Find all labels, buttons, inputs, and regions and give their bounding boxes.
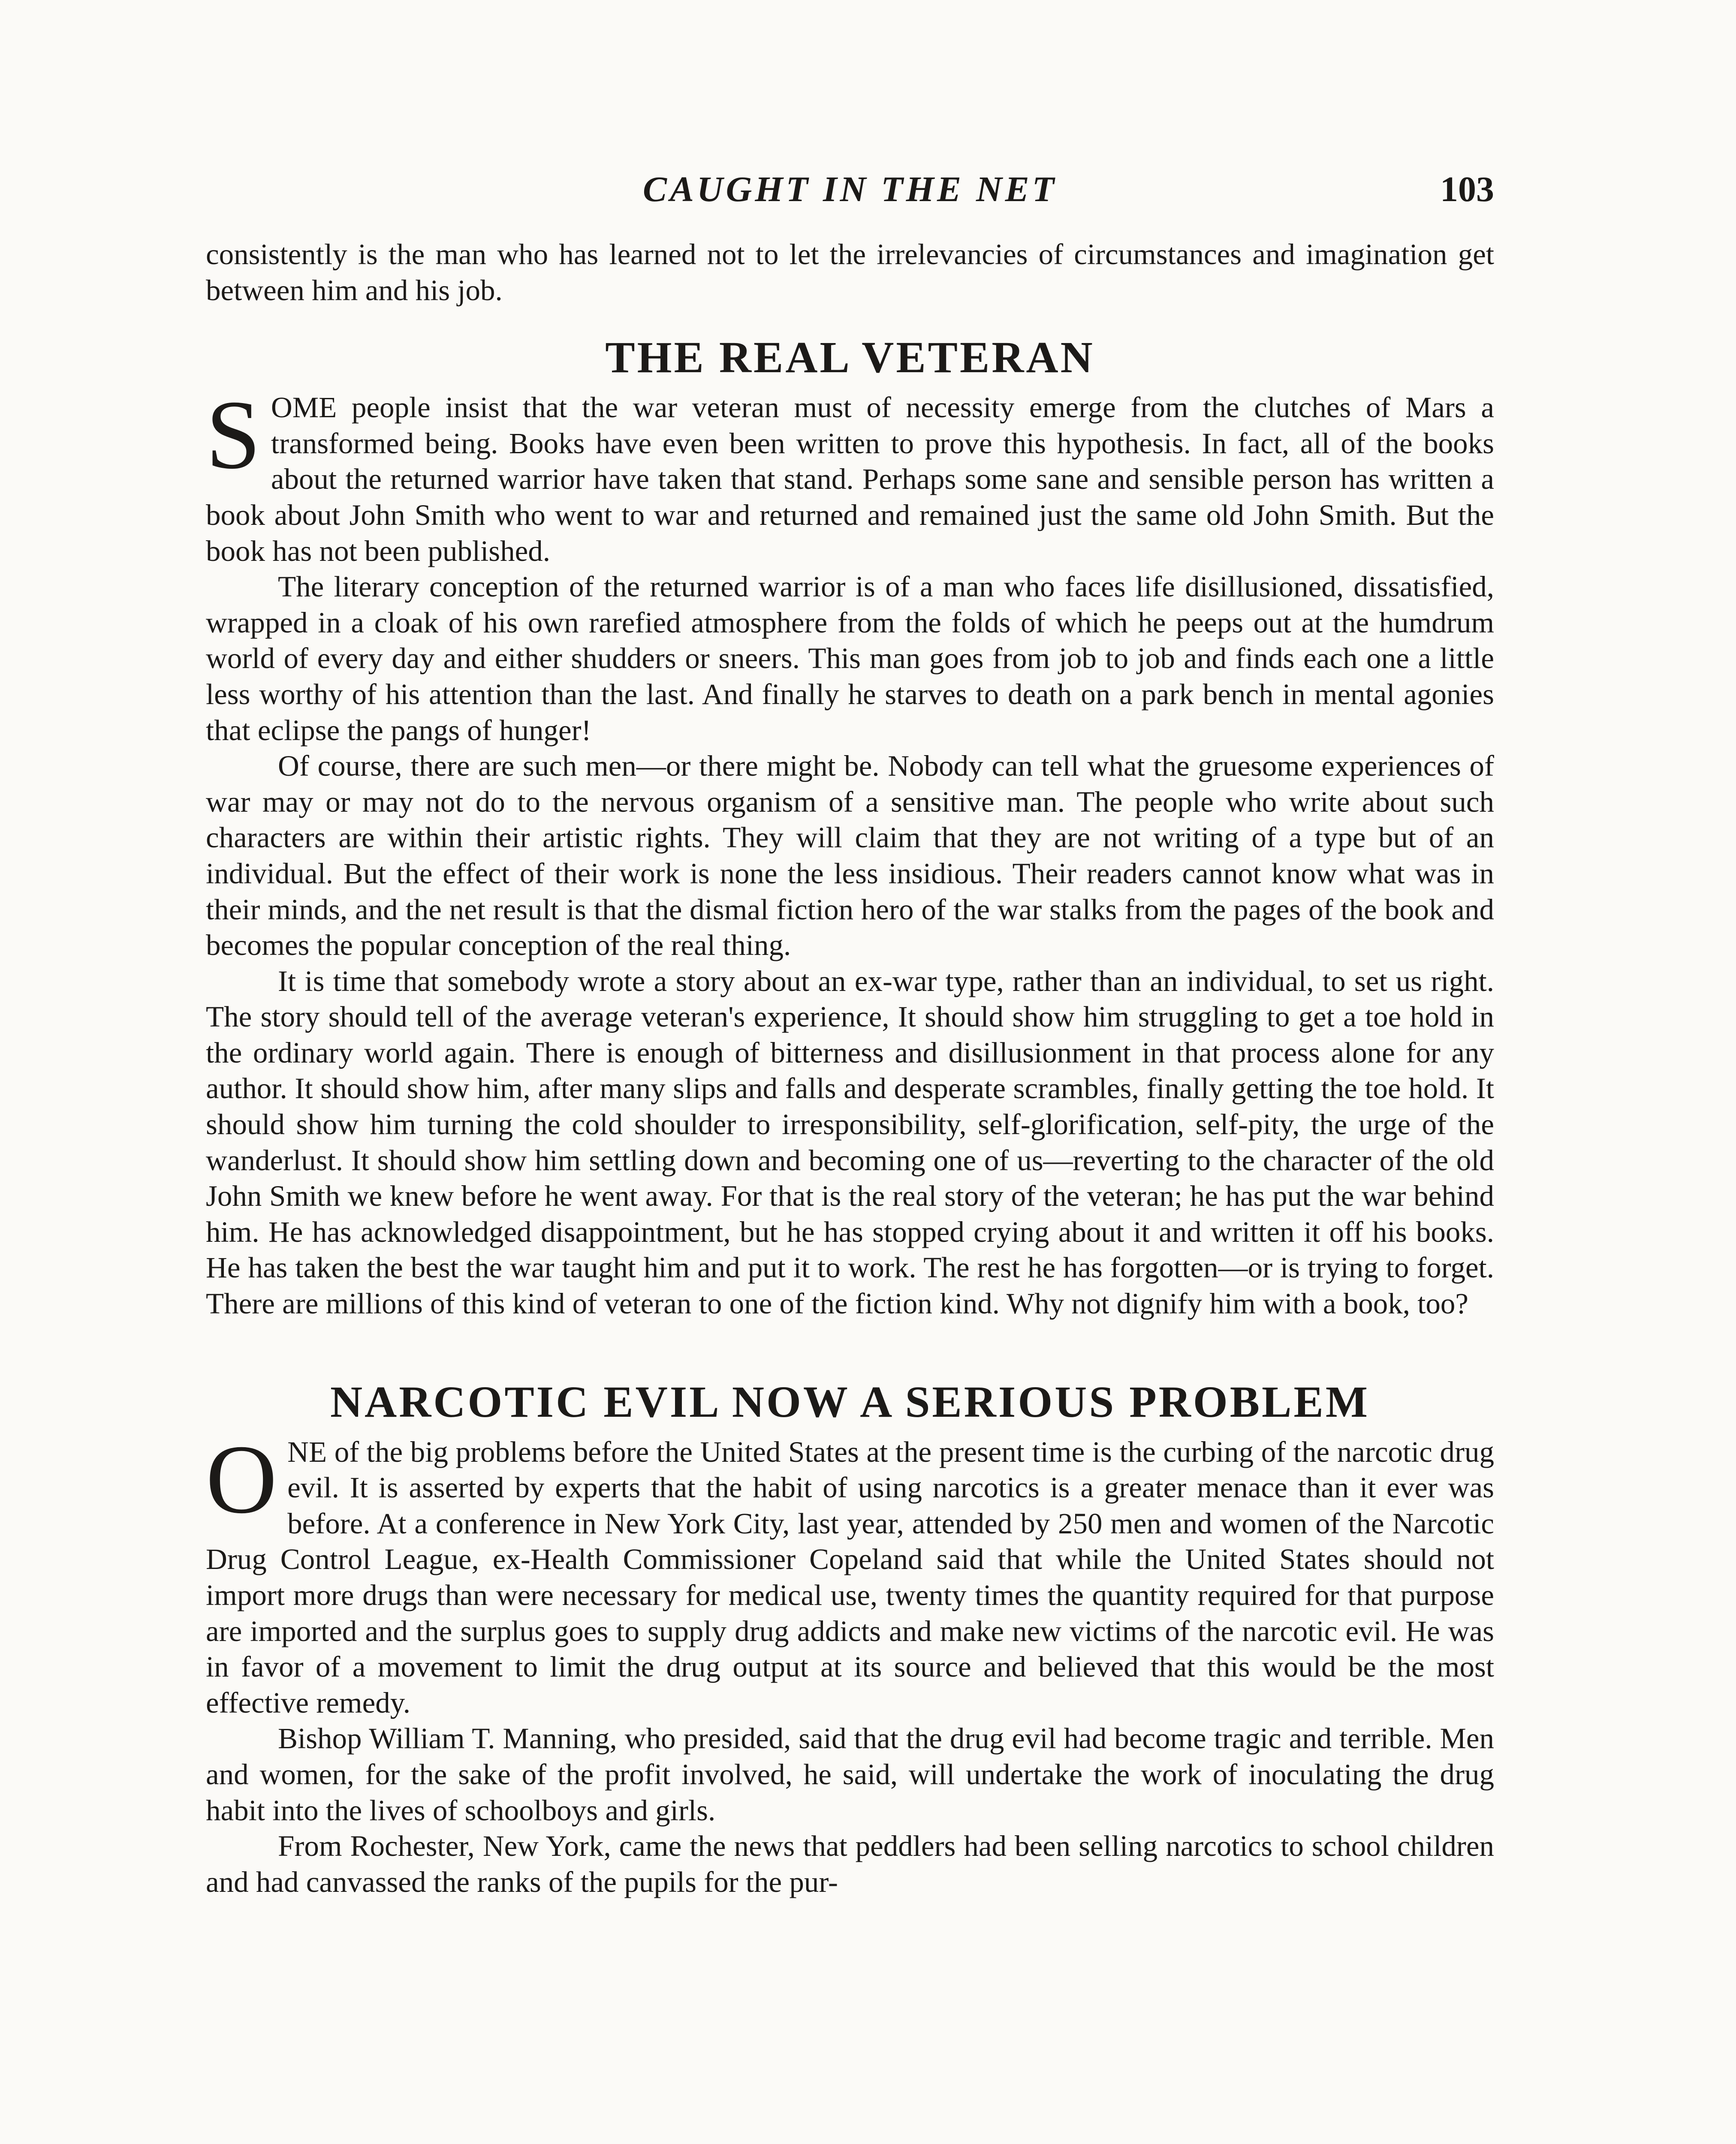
drop-cap-letter: O <box>206 1424 277 1534</box>
article-title-real-veteran: THE REAL VETERAN <box>605 333 1095 382</box>
magazine-page <box>206 0 1494 2144</box>
article-paragraph: The literary conception of the returned warrior is of a man who faces life disillusioned, dissatisfied, wrapped in a cloak of his own rarefied atmosphere from the folds of which he peeps out at the humdrum world of every day and either shudders or sneers. This man goes from job to job and finds each one a little less worthy of his attention than the last. And finally he starves to death on a park bench in mental agonies that eclipse the pangs of hunger! <box>206 570 1494 747</box>
page-number: 103 <box>1440 169 1494 209</box>
article-title-narcotic-evil: NARCOTIC EVIL NOW A SERIOUS PROBLEM <box>330 1377 1370 1427</box>
article-paragraph: From Rochester, New York, came the news that peddlers had been selling narcotics to school children and had canvassed the ranks of the pupils for the pur- <box>206 1830 1494 1898</box>
paragraph-text: OME people insist that the war veteran must of necessity emerge from the clutches of Mars a transformed being. Books have even been written to prove this hypothesis. In fact, all of the books about the returned warrior have taken that stand. Perhaps some sane and sensible person has written a book about John Smith who went to war and returned and remained just the same old John Smith. But the book has not been published. <box>206 391 1494 567</box>
article-paragraph: It is time that somebody wrote a story about an ex-war type, rather than an individual, to set us right. The story should tell of the average veteran's experience, It should show him struggling to get a toe hold in the ordinary world again. There is enough of bitterness and disillusionment in that process alone for any author. It should show him, after many slips and falls and desperate scrambles, finally getting the toe hold. It should show him turning the cold shoulder to irresponsibility, self-glorification, self-pity, the urge of the wanderlust. It should show him settling down and becoming one of us—reverting to the character of the old John Smith we knew before he went away. For that is the real story of the veteran; he has put the war behind him. He has acknowledged disappointment, but he has stopped crying about it and written it off his books. He has taken the best the war taught him and put it to work. The rest he has forgotten—or is trying to forget. There are millions of this kind of veteran to one of the fiction kind. Why not dignify him with a book, too? <box>206 964 1494 1320</box>
body-text <box>206 237 1494 1900</box>
continued-paragraph: consistently is the man who has learned not to let the irrelevancies of circumstances and imagination get between him and his job. <box>206 238 1494 307</box>
paragraph-text: NE of the big problems before the United States at the present time is the curbing of the narcotic drug evil. It is asserted by experts that the habit of using narcotics is a greater menace than it ever was before. At a conference in New York City, last year, attended by 250 men and women of the Narcotic Drug Control League, ex-Health Commissioner Copeland said that while the United States should not import more drugs than were necessary for medical use, twenty times the quantity required for that purpose are imported and the surplus goes to supply drug addicts and make new victims of the narcotic evil. He was in favor of a movement to limit the drug output at its source and believed that this would be the most effective remedy. <box>206 1435 1494 1719</box>
running-head <box>206 164 1494 215</box>
article-paragraph: Of course, there are such men—or there might be. Nobody can tell what the gruesome experiences of war may or may not do to the nervous organism of a sensitive man. The people who write about such characters are within their artistic rights. They will claim that they are not writing of a type but of an individual. But the effect of their work is none the less insidious. Their readers cannot know what was in their minds, and the net result is that the dismal fiction hero of the war stalks from the pages of the book and becomes the popular conception of the real thing. <box>206 750 1494 962</box>
drop-cap-letter: S <box>206 380 261 490</box>
article-paragraph: Bishop William T. Manning, who presided, said that the drug evil had become tragic and terrible. Men and women, for the sake of the profit involved, he said, will undertake the work of inoculating the drug habit into the lives of schoolboys and girls. <box>206 1722 1494 1827</box>
article-paragraph <box>206 380 1494 569</box>
running-title: CAUGHT IN THE NET <box>642 169 1058 209</box>
article-paragraph <box>206 1424 1494 1721</box>
